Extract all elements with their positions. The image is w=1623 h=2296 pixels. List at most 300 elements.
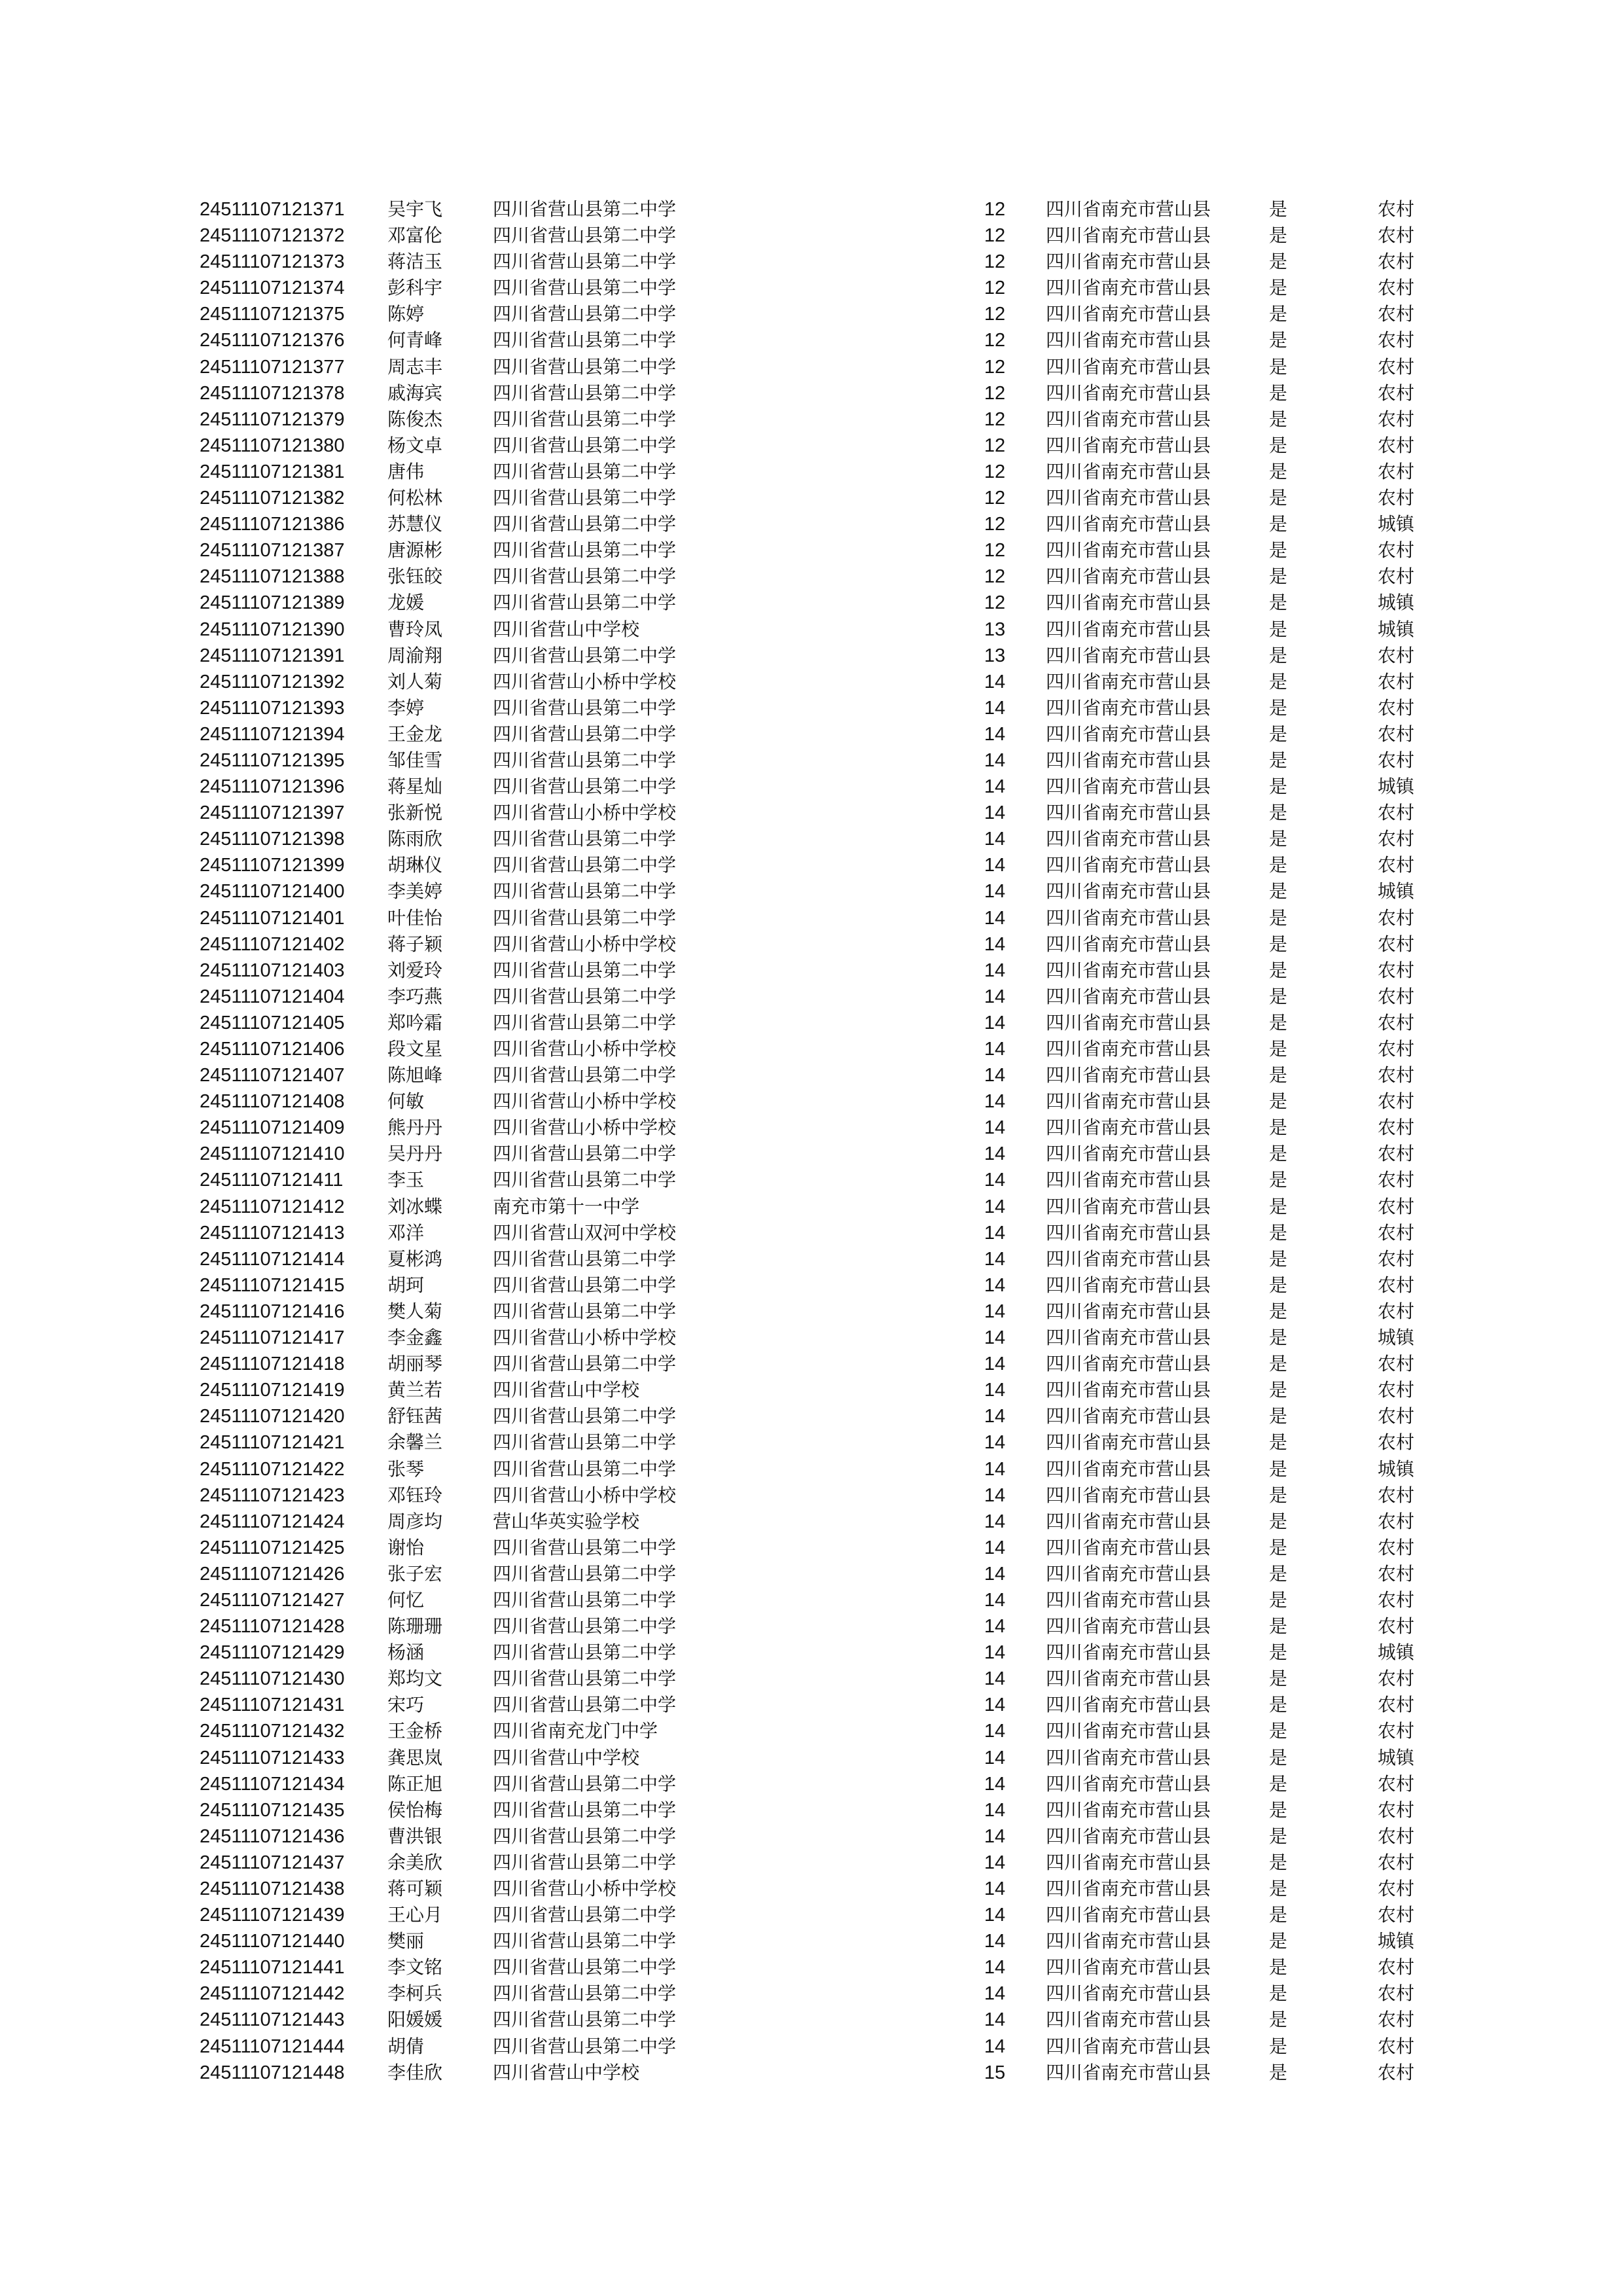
flag-cell: 是 (1269, 723, 1288, 745)
region-cell: 四川省南充市营山县 (1046, 828, 1211, 850)
student-id-cell: 24511107121410 (200, 1143, 345, 1165)
area-cell: 农村 (1378, 329, 1415, 351)
table-row (200, 1666, 1415, 1692)
student-id-cell: 24511107121424 (200, 1511, 345, 1532)
student-id-cell: 24511107121429 (200, 1642, 345, 1664)
grade-cell: 14 (984, 1012, 1006, 1033)
table-row (200, 1194, 1415, 1220)
grade-cell: 14 (984, 776, 1006, 798)
school-cell: 四川省南充龙门中学 (493, 1720, 658, 1742)
student-name-cell: 李玉 (387, 1169, 425, 1191)
flag-cell: 是 (1269, 2061, 1288, 2083)
grade-cell: 14 (984, 1170, 1006, 1191)
grade-cell: 14 (984, 829, 1006, 850)
area-cell: 农村 (1378, 723, 1415, 745)
region-cell: 四川省南充市营山县 (1046, 539, 1211, 562)
school-cell: 四川省营山县第二中学 (493, 565, 677, 588)
region-cell: 四川省南充市营山县 (1046, 329, 1211, 351)
school-cell: 四川省营山县第二中学 (493, 1641, 677, 1664)
school-cell: 四川省营山县第二中学 (493, 828, 677, 850)
school-cell: 四川省营山县第二中学 (493, 434, 677, 456)
school-cell: 四川省营山县第二中学 (493, 2035, 677, 2057)
area-cell: 农村 (1378, 1904, 1415, 1926)
student-id-cell: 24511107121374 (200, 278, 345, 299)
area-cell: 城镇 (1378, 1641, 1415, 1664)
area-cell: 农村 (1378, 1247, 1415, 1270)
table-row (200, 1876, 1415, 1902)
flag-cell: 是 (1269, 670, 1288, 692)
table-row (200, 1535, 1415, 1561)
table-row (200, 590, 1415, 616)
school-cell: 四川省营山县第二中学 (493, 723, 677, 745)
student-id-cell: 24511107121388 (200, 566, 345, 588)
student-id-cell: 24511107121441 (200, 1957, 345, 1979)
student-id-cell: 24511107121419 (200, 1380, 345, 1401)
school-cell: 四川省营山县第二中学 (493, 1588, 677, 1611)
school-cell: 四川省营山县第二中学 (493, 382, 677, 404)
area-cell: 农村 (1378, 933, 1415, 955)
region-cell: 四川省南充市营山县 (1046, 1746, 1211, 1768)
grade-cell: 14 (984, 1616, 1006, 1638)
school-cell: 四川省营山县第二中学 (493, 1064, 677, 1086)
table-row (200, 1692, 1415, 1718)
student-name-cell: 吴丹丹 (387, 1143, 443, 1165)
student-id-cell: 24511107121375 (200, 304, 345, 325)
school-cell: 四川省营山中学校 (493, 2061, 640, 2083)
table-row (200, 459, 1415, 485)
flag-cell: 是 (1269, 644, 1288, 666)
area-cell: 农村 (1378, 696, 1415, 719)
student-name-cell: 胡珂 (387, 1274, 425, 1296)
area-cell: 农村 (1378, 1956, 1415, 1979)
grade-cell: 14 (984, 723, 1006, 745)
region-cell: 四川省南充市营山县 (1046, 1956, 1211, 1979)
table-row (200, 1771, 1415, 1797)
table-row (200, 1429, 1415, 1456)
table-row (200, 1640, 1415, 1666)
region-cell: 四川省南充市营山县 (1046, 1379, 1211, 1401)
school-cell: 四川省营山县第二中学 (493, 1405, 677, 1427)
table-row (200, 511, 1415, 537)
area-cell: 农村 (1378, 1090, 1415, 1113)
student-name-cell: 周渝翔 (387, 644, 443, 666)
student-id-cell: 24511107121426 (200, 1563, 345, 1585)
area-cell: 农村 (1378, 1878, 1415, 1899)
grade-cell: 14 (984, 960, 1006, 981)
region-cell: 四川省南充市营山县 (1046, 513, 1211, 535)
student-id-cell: 24511107121409 (200, 1117, 345, 1139)
school-cell: 四川省营山县第二中学 (493, 959, 677, 981)
student-name-cell: 刘冰蝶 (387, 1195, 443, 1217)
student-name-cell: 曹玲凤 (387, 618, 443, 640)
grade-cell: 14 (984, 1143, 1006, 1165)
student-id-cell: 24511107121435 (200, 1799, 345, 1821)
grade-cell: 12 (984, 540, 1006, 562)
student-name-cell: 余美欣 (387, 1851, 443, 1873)
school-cell: 四川省营山县第二中学 (493, 1458, 677, 1480)
area-cell: 农村 (1378, 355, 1415, 378)
student-name-cell: 胡倩 (387, 2035, 425, 2057)
region-cell: 四川省南充市营山县 (1046, 1064, 1211, 1086)
area-cell: 农村 (1378, 644, 1415, 666)
table-row (200, 1115, 1415, 1141)
table-row (200, 852, 1415, 878)
grade-cell: 14 (984, 1432, 1006, 1454)
student-id-cell: 24511107121371 (200, 199, 345, 220)
table-row (200, 196, 1415, 223)
flag-cell: 是 (1269, 776, 1288, 798)
student-id-cell: 24511107121381 (200, 461, 345, 482)
area-cell: 农村 (1378, 1825, 1415, 1847)
student-name-cell: 张钰皎 (387, 565, 443, 588)
student-name-cell: 蒋星灿 (387, 776, 443, 798)
flag-cell: 是 (1269, 1694, 1288, 1716)
region-cell: 四川省南充市营山县 (1046, 2061, 1211, 2083)
area-cell: 农村 (1378, 1982, 1415, 2005)
grade-cell: 14 (984, 1354, 1006, 1375)
table-row (200, 747, 1415, 774)
student-name-cell: 陈雨欣 (387, 828, 443, 850)
school-cell: 四川省营山县第二中学 (493, 906, 677, 929)
region-cell: 四川省南充市营山县 (1046, 198, 1211, 220)
region-cell: 四川省南充市营山县 (1046, 1799, 1211, 1821)
table-row (200, 275, 1415, 301)
region-cell: 四川省南充市营山县 (1046, 1851, 1211, 1873)
student-name-cell: 张新悦 (387, 802, 443, 824)
grade-cell: 14 (984, 1931, 1006, 1952)
area-cell: 城镇 (1378, 1458, 1415, 1480)
area-cell: 农村 (1378, 828, 1415, 850)
school-cell: 四川省营山县第二中学 (493, 1904, 677, 1926)
student-id-cell: 24511107121372 (200, 225, 345, 247)
region-cell: 四川省南充市营山县 (1046, 382, 1211, 404)
table-row (200, 327, 1415, 353)
school-cell: 四川省营山县第二中学 (493, 644, 677, 666)
region-cell: 四川省南充市营山县 (1046, 723, 1211, 745)
table-row (200, 1587, 1415, 1613)
table-row (200, 617, 1415, 643)
area-cell: 农村 (1378, 382, 1415, 404)
area-cell: 城镇 (1378, 1746, 1415, 1768)
student-name-cell: 黄兰若 (387, 1379, 443, 1401)
grade-cell: 14 (984, 1300, 1006, 1322)
flag-cell: 是 (1269, 749, 1288, 771)
region-cell: 四川省南充市营山县 (1046, 2035, 1211, 2057)
area-cell: 农村 (1378, 1274, 1415, 1296)
school-cell: 四川省营山县第二中学 (493, 880, 677, 903)
region-cell: 四川省南充市营山县 (1046, 277, 1211, 299)
area-cell: 农村 (1378, 1562, 1415, 1585)
school-cell: 四川省营山县第二中学 (493, 539, 677, 562)
student-id-cell: 24511107121376 (200, 330, 345, 351)
region-cell: 四川省南充市营山县 (1046, 408, 1211, 430)
flag-cell: 是 (1269, 1090, 1288, 1113)
flag-cell: 是 (1269, 303, 1288, 325)
region-cell: 四川省南充市营山县 (1046, 1825, 1211, 1847)
student-id-cell: 24511107121422 (200, 1458, 345, 1480)
area-cell: 农村 (1378, 224, 1415, 247)
flag-cell: 是 (1269, 1641, 1288, 1664)
area-cell: 农村 (1378, 1038, 1415, 1060)
table-row (200, 380, 1415, 406)
grade-cell: 14 (984, 1511, 1006, 1532)
student-id-cell: 24511107121378 (200, 382, 345, 404)
area-cell: 农村 (1378, 1195, 1415, 1217)
region-cell: 四川省南充市营山县 (1046, 906, 1211, 929)
grade-cell: 14 (984, 1196, 1006, 1217)
school-cell: 四川省营山小桥中学校 (493, 802, 677, 824)
grade-cell: 12 (984, 225, 1006, 247)
region-cell: 四川省南充市营山县 (1046, 1431, 1211, 1454)
school-cell: 四川省营山县第二中学 (493, 1668, 677, 1690)
school-cell: 四川省营山县第二中学 (493, 487, 677, 509)
grade-cell: 14 (984, 1799, 1006, 1821)
flag-cell: 是 (1269, 1274, 1288, 1296)
flag-cell: 是 (1269, 487, 1288, 509)
flag-cell: 是 (1269, 828, 1288, 850)
region-cell: 四川省南充市营山县 (1046, 1300, 1211, 1322)
region-cell: 四川省南充市营山县 (1046, 1930, 1211, 1952)
grade-cell: 14 (984, 1117, 1006, 1139)
student-id-cell: 24511107121379 (200, 408, 345, 430)
flag-cell: 是 (1269, 1904, 1288, 1926)
area-cell: 农村 (1378, 1011, 1415, 1033)
region-cell: 四川省南充市营山县 (1046, 303, 1211, 325)
region-cell: 四川省南充市营山县 (1046, 1247, 1211, 1270)
student-id-cell: 24511107121400 (200, 881, 345, 903)
student-name-cell: 叶佳怡 (387, 906, 443, 929)
flag-cell: 是 (1269, 985, 1288, 1007)
area-cell: 农村 (1378, 1405, 1415, 1427)
student-name-cell: 陈珊珊 (387, 1615, 443, 1638)
grade-cell: 14 (984, 1065, 1006, 1086)
area-cell: 农村 (1378, 959, 1415, 981)
region-cell: 四川省南充市营山县 (1046, 1353, 1211, 1375)
school-cell: 四川省营山县第二中学 (493, 1536, 677, 1558)
school-cell: 四川省营山县第二中学 (493, 1353, 677, 1375)
flag-cell: 是 (1269, 592, 1288, 614)
region-cell: 四川省南充市营山县 (1046, 618, 1211, 640)
flag-cell: 是 (1269, 565, 1288, 588)
student-id-cell: 24511107121420 (200, 1406, 345, 1427)
student-name-cell: 陈正旭 (387, 1772, 443, 1795)
area-cell: 农村 (1378, 1379, 1415, 1401)
student-name-cell: 宋巧 (387, 1694, 425, 1716)
school-cell: 南充市第十一中学 (493, 1195, 640, 1217)
student-table (200, 196, 1415, 2086)
table-row (200, 1954, 1415, 1981)
student-name-cell: 刘人菊 (387, 670, 443, 692)
school-cell: 四川省营山小桥中学校 (493, 1090, 677, 1113)
student-name-cell: 何忆 (387, 1588, 425, 1611)
student-id-cell: 24511107121431 (200, 1695, 345, 1716)
region-cell: 四川省南充市营山县 (1046, 1458, 1211, 1480)
grade-cell: 14 (984, 1695, 1006, 1716)
school-cell: 四川省营山县第二中学 (493, 1772, 677, 1795)
region-cell: 四川省南充市营山县 (1046, 1641, 1211, 1664)
flag-cell: 是 (1269, 1930, 1288, 1952)
flag-cell: 是 (1269, 1431, 1288, 1454)
grade-cell: 14 (984, 1957, 1006, 1979)
student-name-cell: 杨文卓 (387, 434, 443, 456)
student-name-cell: 蒋洁玉 (387, 251, 443, 273)
region-cell: 四川省南充市营山县 (1046, 644, 1211, 666)
area-cell: 农村 (1378, 487, 1415, 509)
student-name-cell: 舒钰茜 (387, 1405, 443, 1427)
area-cell: 农村 (1378, 1143, 1415, 1165)
region-cell: 四川省南充市营山县 (1046, 1720, 1211, 1742)
student-id-cell: 24511107121416 (200, 1300, 345, 1322)
area-cell: 农村 (1378, 985, 1415, 1007)
student-name-cell: 周彦均 (387, 1510, 443, 1532)
region-cell: 四川省南充市营山县 (1046, 1221, 1211, 1244)
student-name-cell: 余馨兰 (387, 1431, 443, 1454)
flag-cell: 是 (1269, 1247, 1288, 1270)
table-row (200, 1509, 1415, 1535)
grade-cell: 14 (984, 1747, 1006, 1768)
student-name-cell: 杨涵 (387, 1641, 425, 1664)
student-name-cell: 蒋子颖 (387, 933, 443, 955)
student-id-cell: 24511107121437 (200, 1852, 345, 1873)
area-cell: 城镇 (1378, 1327, 1415, 1349)
grade-cell: 12 (984, 199, 1006, 220)
flag-cell: 是 (1269, 1353, 1288, 1375)
region-cell: 四川省南充市营山县 (1046, 749, 1211, 771)
table-row (200, 774, 1415, 800)
area-cell: 农村 (1378, 1694, 1415, 1716)
school-cell: 四川省营山县第二中学 (493, 1694, 677, 1716)
flag-cell: 是 (1269, 1825, 1288, 1847)
flag-cell: 是 (1269, 251, 1288, 273)
student-id-cell: 24511107121391 (200, 645, 345, 666)
region-cell: 四川省南充市营山县 (1046, 1536, 1211, 1558)
school-cell: 四川省营山小桥中学校 (493, 933, 677, 955)
school-cell: 四川省营山县第二中学 (493, 1799, 677, 1821)
region-cell: 四川省南充市营山县 (1046, 1327, 1211, 1349)
grade-cell: 14 (984, 1563, 1006, 1585)
school-cell: 四川省营山县第二中学 (493, 1956, 677, 1979)
table-row (200, 1718, 1415, 1744)
student-name-cell: 唐源彬 (387, 539, 443, 562)
area-cell: 城镇 (1378, 776, 1415, 798)
student-id-cell: 24511107121373 (200, 251, 345, 273)
table-row (200, 800, 1415, 826)
student-id-cell: 24511107121413 (200, 1222, 345, 1244)
table-row (200, 1823, 1415, 1850)
school-cell: 四川省营山县第二中学 (493, 2009, 677, 2031)
grade-cell: 12 (984, 382, 1006, 404)
school-cell: 四川省营山县第二中学 (493, 277, 677, 299)
school-cell: 四川省营山县第二中学 (493, 224, 677, 247)
student-id-cell: 24511107121415 (200, 1274, 345, 1296)
student-name-cell: 阳媛媛 (387, 2009, 443, 2031)
student-id-cell: 24511107121430 (200, 1668, 345, 1690)
area-cell: 农村 (1378, 251, 1415, 273)
region-cell: 四川省南充市营山县 (1046, 2009, 1211, 2031)
region-cell: 四川省南充市营山县 (1046, 1668, 1211, 1690)
grade-cell: 14 (984, 697, 1006, 719)
area-cell: 农村 (1378, 1117, 1415, 1139)
area-cell: 农村 (1378, 1720, 1415, 1742)
student-id-cell: 24511107121448 (200, 2062, 345, 2083)
region-cell: 四川省南充市营山县 (1046, 776, 1211, 798)
student-id-cell: 24511107121394 (200, 723, 345, 745)
flag-cell: 是 (1269, 1510, 1288, 1532)
flag-cell: 是 (1269, 1615, 1288, 1638)
student-name-cell: 李金鑫 (387, 1327, 443, 1349)
student-name-cell: 蒋可颖 (387, 1878, 443, 1899)
grade-cell: 12 (984, 304, 1006, 325)
grade-cell: 12 (984, 330, 1006, 351)
table-row (200, 931, 1415, 958)
school-cell: 四川省营山县第二中学 (493, 1169, 677, 1191)
student-id-cell: 24511107121406 (200, 1039, 345, 1060)
grade-cell: 14 (984, 1589, 1006, 1611)
area-cell: 农村 (1378, 539, 1415, 562)
table-row (200, 1456, 1415, 1482)
student-id-cell: 24511107121386 (200, 514, 345, 535)
area-cell: 农村 (1378, 2061, 1415, 2083)
flag-cell: 是 (1269, 1668, 1288, 1690)
student-id-cell: 24511107121423 (200, 1484, 345, 1506)
flag-cell: 是 (1269, 1143, 1288, 1165)
student-id-cell: 24511107121417 (200, 1327, 345, 1349)
table-row (200, 1561, 1415, 1587)
grade-cell: 12 (984, 488, 1006, 509)
student-name-cell: 苏慧仪 (387, 513, 443, 535)
school-cell: 四川省营山小桥中学校 (493, 670, 677, 692)
table-row (200, 1403, 1415, 1429)
student-id-cell: 24511107121439 (200, 1905, 345, 1926)
region-cell: 四川省南充市营山县 (1046, 1038, 1211, 1060)
table-row (200, 354, 1415, 380)
student-name-cell: 胡琳仪 (387, 854, 443, 876)
area-cell: 城镇 (1378, 592, 1415, 614)
grade-cell: 14 (984, 855, 1006, 876)
flag-cell: 是 (1269, 959, 1288, 981)
area-cell: 农村 (1378, 2009, 1415, 2031)
student-id-cell: 24511107121443 (200, 2009, 345, 2031)
region-cell: 四川省南充市营山县 (1046, 460, 1211, 482)
student-id-cell: 24511107121389 (200, 592, 345, 614)
school-cell: 四川省营山县第二中学 (493, 854, 677, 876)
region-cell: 四川省南充市营山县 (1046, 1772, 1211, 1795)
flag-cell: 是 (1269, 408, 1288, 430)
student-id-cell: 24511107121392 (200, 671, 345, 692)
region-cell: 四川省南充市营山县 (1046, 565, 1211, 588)
student-name-cell: 吴宇飞 (387, 198, 443, 220)
grade-cell: 14 (984, 671, 1006, 692)
region-cell: 四川省南充市营山县 (1046, 355, 1211, 378)
flag-cell: 是 (1269, 513, 1288, 535)
area-cell: 农村 (1378, 1851, 1415, 1873)
region-cell: 四川省南充市营山县 (1046, 1195, 1211, 1217)
student-id-cell: 24511107121380 (200, 435, 345, 456)
student-name-cell: 谢怡 (387, 1536, 425, 1558)
school-cell: 四川省营山县第二中学 (493, 1615, 677, 1638)
grade-cell: 14 (984, 1878, 1006, 1899)
school-cell: 四川省营山县第二中学 (493, 251, 677, 273)
student-id-cell: 24511107121412 (200, 1196, 345, 1217)
school-cell: 四川省营山县第二中学 (493, 1982, 677, 2005)
flag-cell: 是 (1269, 434, 1288, 456)
student-name-cell: 周志丰 (387, 355, 443, 378)
flag-cell: 是 (1269, 1117, 1288, 1139)
region-cell: 四川省南充市营山县 (1046, 1562, 1211, 1585)
student-name-cell: 曹洪银 (387, 1825, 443, 1847)
area-cell: 农村 (1378, 1588, 1415, 1611)
table-row (200, 695, 1415, 721)
